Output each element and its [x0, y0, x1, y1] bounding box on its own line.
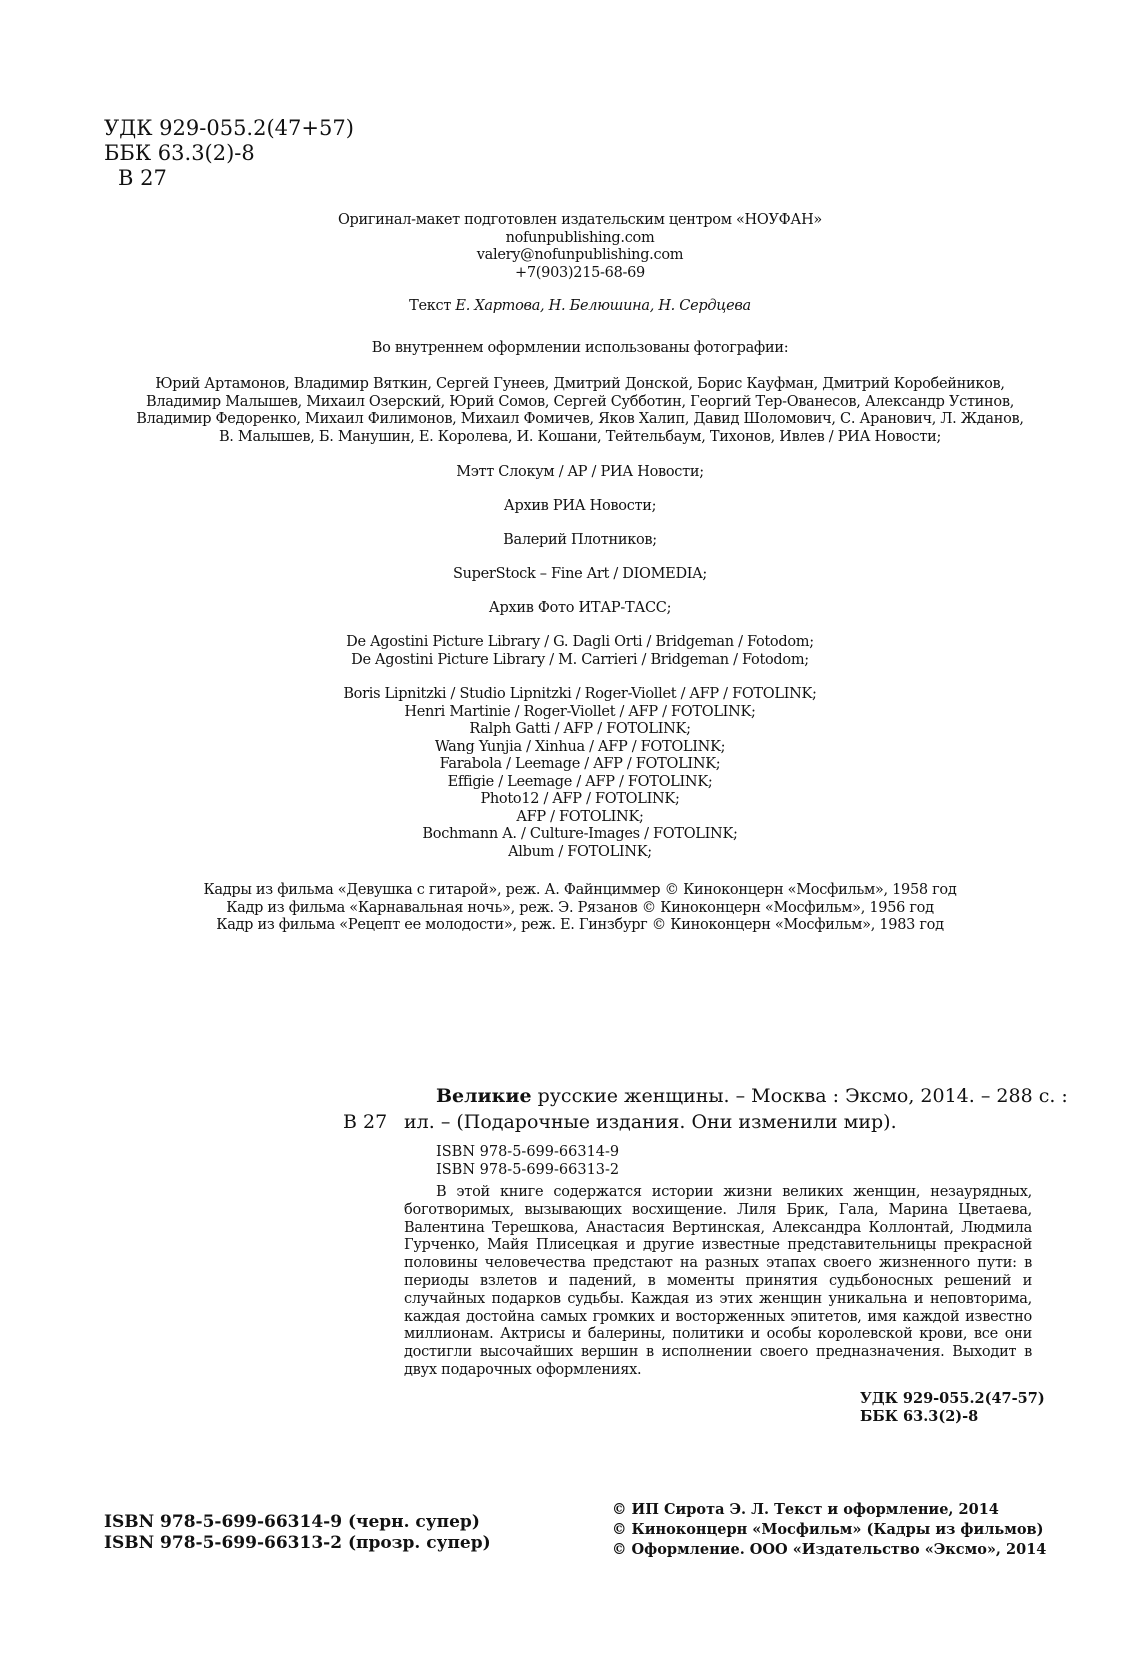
isbn-line: ISBN 978-5-699-66314-9 [436, 1144, 620, 1160]
credit-line: Effigie / Leemage / AFP / FOTOLINK; [447, 773, 713, 790]
credit-line: De Agostini Picture Library / G. Dagli Orti / Bridgeman / Fotodom; [346, 634, 814, 650]
book-annotation: В этой книге содержатся истории жизни великих женщин, незаурядных, боготворимых, вызывающих восхищение. Лиля Брик, Гала, Марина Цветаева, Валентина Терешкова, Анастасия Вертинская, Александра Коллонтай, Людмила Гурченко, Майя Плисецкая и другие известные представительницы прекрасной половины человечества предстают на разных этапах своего жизненного пути: в периоды взлетов и падений, в моменты принятия судьбоносных решений и случайных подарков судьбы. Каждая из этих женщин уникальна и неповторима, каждая достойна самых громких и восторженных эпитетов, имя каждой известно миллионам. Актрисы и балерины, политики и особы королевской крови, все они достигли высочайших вершин в исполнении своего предназначения. Выходит в двух подарочных оформлениях. [404, 1184, 1032, 1378]
bibliographic-isbn-list [436, 1144, 619, 1179]
classification-codes [104, 116, 354, 191]
copyright-line: © Оформление. ООО «Издательство «Эксмо», 2014 [612, 1541, 1047, 1558]
film-stills-credits [130, 882, 1030, 935]
photo-credits-intro: Во внутреннем оформлении использованы фотографии: [371, 340, 789, 356]
publisher-email: valery@nofunpublishing.com [476, 247, 684, 263]
credit-fotolink [130, 686, 1030, 861]
credit-line: Кадр из фильма «Рецепт ее молодости», реж. Е. Гинзбург © Киноконцерн «Мосфильм», 1983 год [216, 917, 944, 933]
credit-line: De Agostini Picture Library / M. Carrieri / Bridgeman / Fotodom; [351, 651, 809, 668]
credit-deagostini [130, 634, 1030, 669]
credit-line: Boris Lipnitzki / Studio Lipnitzki / Roger-Viollet / AFP / FOTOLINK; [343, 686, 817, 702]
credit-line: В. Малышев, Б. Манушин, Е. Королева, И. Кошани, Тейтельбаум, Тихонов, Ивлев / РИА Новости; [218, 428, 942, 445]
bibliographic-title [436, 1084, 1068, 1108]
isbn-line: ISBN 978-5-699-66313-2 [436, 1161, 620, 1178]
ria-photographers [130, 376, 1030, 446]
copyright-block [612, 1500, 1046, 1560]
credit-line: Album / FOTOLINK; [508, 843, 652, 860]
publisher-line: Оригинал-макет подготовлен издательским центром «НОУФАН» [337, 212, 823, 228]
credit-itar-tass: Архив Фото ИТАР-ТАСС; [488, 600, 672, 616]
bibliographic-continuation: ил. – (Подарочные издания. Они изменили мир). [404, 1111, 897, 1133]
credit-line: Владимир Федоренко, Михаил Филимонов, Михаил Фомичев, Яков Халип, Давид Шоломович, С. Аранович, Л. Жданов, [136, 411, 1024, 427]
credit-line: Кадр из фильма «Карнавальная ночь», реж. Э. Рязанов © Киноконцерн «Мосфильм», 1956 год [226, 899, 934, 916]
title-word: Великие [436, 1085, 532, 1107]
udk-code: УДК 929-055.2(47+57) [104, 116, 354, 140]
text-authors [130, 298, 1030, 316]
credit-line: Кадры из фильма «Девушка с гитарой», реж. А. Файнциммер © Киноконцерн «Мосфильм», 1958 год [203, 882, 957, 898]
credit-plotnikov: Валерий Плотников; [503, 532, 657, 548]
isbn-line: ISBN 978-5-699-66313-2 (прозр. супер) [104, 1533, 491, 1553]
credit-line: Wang Yunjia / Xinhua / AFP / FOTOLINK; [434, 738, 726, 755]
credit-line: AFP / FOTOLINK; [516, 808, 644, 825]
credit-slocum: Мэтт Слокум / AP / РИА Новости; [456, 464, 704, 480]
credit-line: Photo12 / AFP / FOTOLINK; [480, 791, 680, 807]
credit-line: Юрий Артамонов, Владимир Вяткин, Сергей Гунеев, Дмитрий Донской, Борис Кауфман, Дмитрий Коробейников, [155, 376, 1005, 392]
publisher-phone: +7(903)215-68-69 [515, 264, 645, 281]
credit-line: Henri Martinie / Roger-Viollet / AFP / FOTOLINK; [404, 703, 756, 720]
isbn-bottom [104, 1512, 491, 1554]
copyright-line: © Киноконцерн «Мосфильм» (Кадры из фильмов) [612, 1521, 1044, 1538]
isbn-line: ISBN 978-5-699-66314-9 (черн. супер) [104, 1512, 480, 1532]
publisher-info [130, 212, 1030, 282]
title-rest: русские женщины. – Москва : Эксмо, 2014. – 288 с. : [531, 1085, 1068, 1107]
copyright-line: © ИП Сирота Э. Л. Текст и оформление, 2014 [612, 1501, 999, 1518]
text-authors-names: Е. Хартова, Н. Белюшина, Н. Сердцева [455, 298, 751, 314]
author-mark: В 27 [118, 166, 167, 190]
credit-line: Bochmann A. / Culture-Images / FOTOLINK; [422, 826, 738, 842]
credit-line: Ralph Gatti / AFP / FOTOLINK; [469, 721, 691, 737]
credit-line: Владимир Малышев, Михаил Озерский, Юрий Сомов, Сергей Субботин, Георгий Тер-Ованесов, Александр Устинов, [145, 393, 1015, 410]
text-authors-prefix: Текст [409, 298, 452, 314]
credit-ria-archive: Архив РИА Новости; [503, 498, 657, 514]
bbk-code: ББК 63.3(2)-8 [104, 141, 255, 165]
bbk-code: ББК 63.3(2)-8 [860, 1407, 979, 1425]
publisher-website: nofunpublishing.com [505, 229, 655, 246]
bibliographic-code: В 27 [343, 1111, 388, 1133]
credit-line: Farabola / Leemage / AFP / FOTOLINK; [439, 756, 721, 772]
classification-codes-right [860, 1390, 1045, 1425]
udk-code: УДК 929-055.2(47-57) [860, 1390, 1045, 1407]
credit-superstock: SuperStock – Fine Art / DIOMEDIA; [453, 566, 707, 582]
